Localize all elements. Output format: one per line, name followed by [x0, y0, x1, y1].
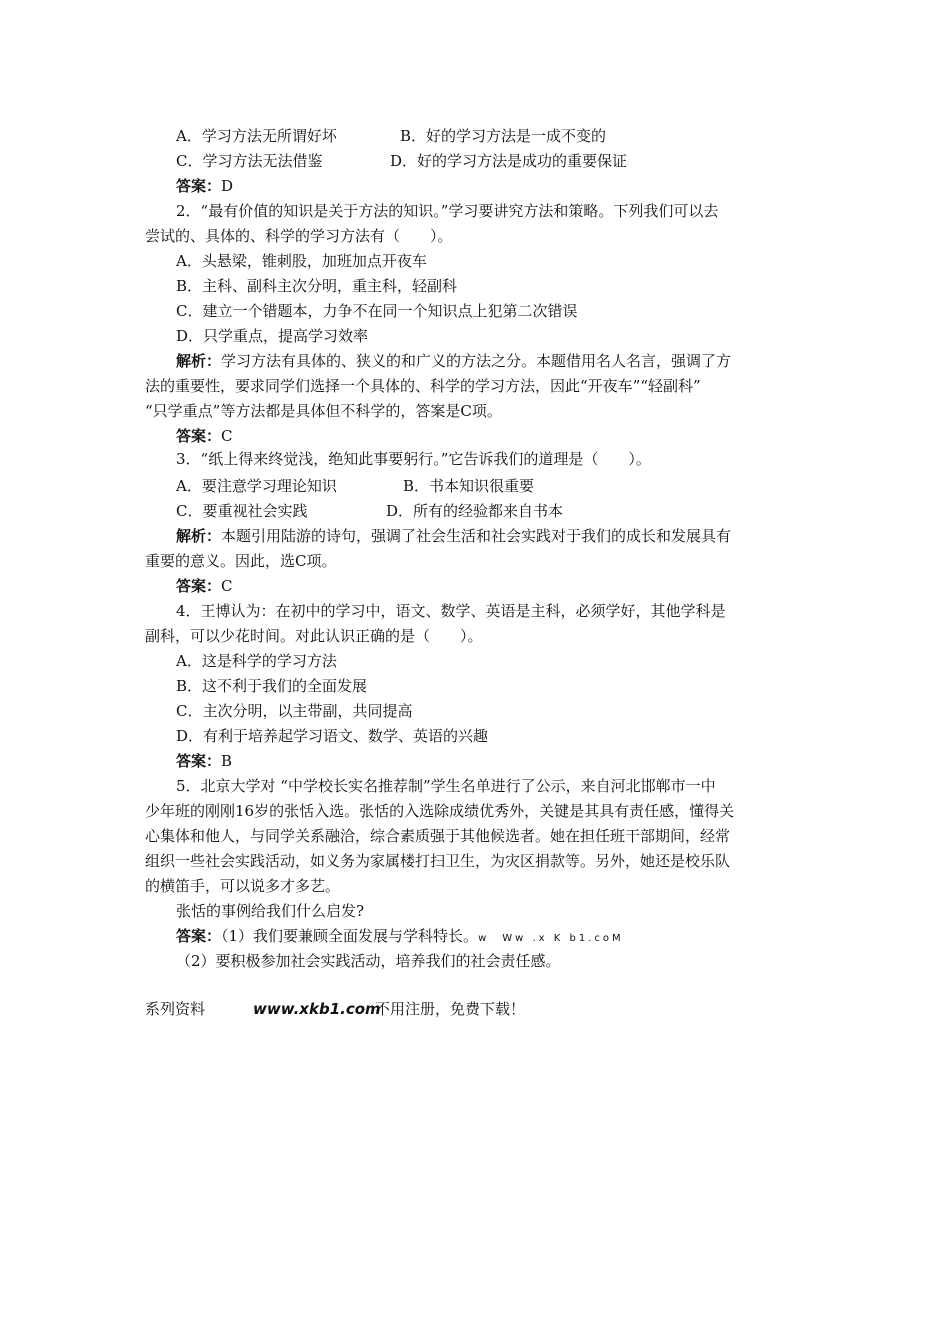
q5-stem-line-3: 心集体和他人，与同学关系融洽，综合素质强于其他候选者。她在担任班干部期间，经常 [145, 827, 731, 845]
q1-option-c: C．学习方法无法借鉴 [176, 152, 323, 170]
q5-answer-line-1: 答案：（1）我们要兼顾全面发展与学科特长。w Ww .x K b1.coM [176, 927, 624, 945]
answer-value: B [221, 752, 233, 770]
q4-stem-line-2: 副科，可以少花时间。对此认识正确的是（ ）。 [145, 627, 483, 645]
q3-option-b: B．书本知识很重要 [403, 477, 535, 495]
q5-stem-line-4: 组织一些社会实践活动，如义务为家属楼打扫卫生，为灾区捐款等。另外，她还是校乐队 [145, 852, 731, 870]
q3-option-d: D．所有的经验都来自书本 [386, 502, 564, 520]
q3-option-c: C．要重视社会实践 [176, 502, 308, 520]
footer-site-link[interactable]: www.xkb1.com [253, 1000, 381, 1018]
q5-question: 张恬的事例给我们什么启发? [176, 902, 365, 920]
watermark-text: w Ww .x K b1.coM [478, 933, 624, 944]
q2-option-c: C．建立一个错题本，力争不在同一个知识点上犯第二次错误 [176, 302, 578, 320]
answer-label: 答案： [176, 427, 222, 445]
q3-answer [176, 575, 233, 597]
q5-stem-line-5: 的横笛手，可以说多才多艺。 [145, 877, 341, 895]
q3-option-a: A．要注意学习理论知识 [176, 477, 337, 495]
q3-analysis-line-1: 解析：本题引用陆游的诗句，强调了社会生活和社会实践对于我们的成长和发展具有 [176, 527, 732, 545]
footer-note: 不用注册，免费下载！ [375, 1000, 526, 1018]
q2-stem-line-2: 尝试的、具体的、科学的学习方法有（ ）。 [145, 227, 453, 245]
q2-option-d: D．只学重点，提高学习效率 [176, 327, 369, 345]
q4-stem-line-1: 4．王博认为：在初中的学习中，语文、数学、英语是主科，必须学好，其他学科是 [176, 602, 726, 620]
answer-label: 答案： [176, 927, 222, 945]
q2-analysis-line-2: 法的重要性，要求同学们选择一个具体的、科学的学习方法，因此“开夜车”“轻副科” [145, 377, 701, 395]
answer-label: 答案： [176, 752, 222, 770]
q2-answer [176, 425, 233, 447]
q1-answer [176, 175, 233, 197]
q5-stem-line-2: 少年班的刚刚16岁的张恬入选。张恬的入选除成绩优秀外，关键是其具有责任感，懂得关 [145, 802, 735, 820]
q2-option-a: A．头悬梁，锥刺股，加班加点开夜车 [176, 252, 427, 270]
answer-value: D [221, 177, 234, 195]
q2-stem-line-1: 2．“最有价值的知识是关于方法的知识。”学习要讲究方法和策略。下列我们可以去 [176, 202, 719, 220]
analysis-label: 解析： [176, 352, 222, 370]
answer-label: 答案： [176, 577, 222, 595]
q4-option-c: C．主次分明，以主带副，共同提高 [176, 702, 413, 720]
q1-option-a: A．学习方法无所谓好坏 [176, 127, 337, 145]
q3-stem: 3．“纸上得来终觉浅，绝知此事要躬行。”它告诉我们的道理是（ ）。 [176, 450, 651, 468]
q1-option-d: D．好的学习方法是成功的重要保证 [390, 152, 628, 170]
q4-option-a: A．这是科学的学习方法 [176, 652, 337, 670]
q1-option-b: B．好的学习方法是一成不变的 [400, 127, 607, 145]
q4-answer [176, 750, 232, 772]
q4-option-d: D．有利于培养起学习语文、数学、英语的兴趣 [176, 727, 489, 745]
q5-stem-line-1: 5．北京大学对 “中学校长实名推荐制”学生名单进行了公示，来自河北邯郸市一中 [176, 777, 716, 795]
answer-value: C [221, 577, 233, 595]
q2-option-b: B．主科、副科主次分明，重主科，轻副科 [176, 277, 458, 295]
q2-analysis-line-3: “只学重点”等方法都是具体但不科学的，答案是C项。 [145, 402, 502, 420]
q5-answer-line-2: （2）要积极参加社会实践活动，培养我们的社会责任感。 [176, 952, 561, 970]
q2-analysis-line-1: 解析：学习方法有具体的、狭义的和广义的方法之分。本题借用名人名言，强调了方 [176, 352, 732, 370]
q4-option-b: B．这不利于我们的全面发展 [176, 677, 368, 695]
q3-analysis-line-2: 重要的意义。因此，选C项。 [145, 552, 337, 570]
answer-value: C [221, 427, 233, 445]
footer-series-label: 系列资料 [145, 1000, 206, 1018]
analysis-label: 解析： [176, 527, 222, 545]
answer-label: 答案： [176, 177, 222, 195]
